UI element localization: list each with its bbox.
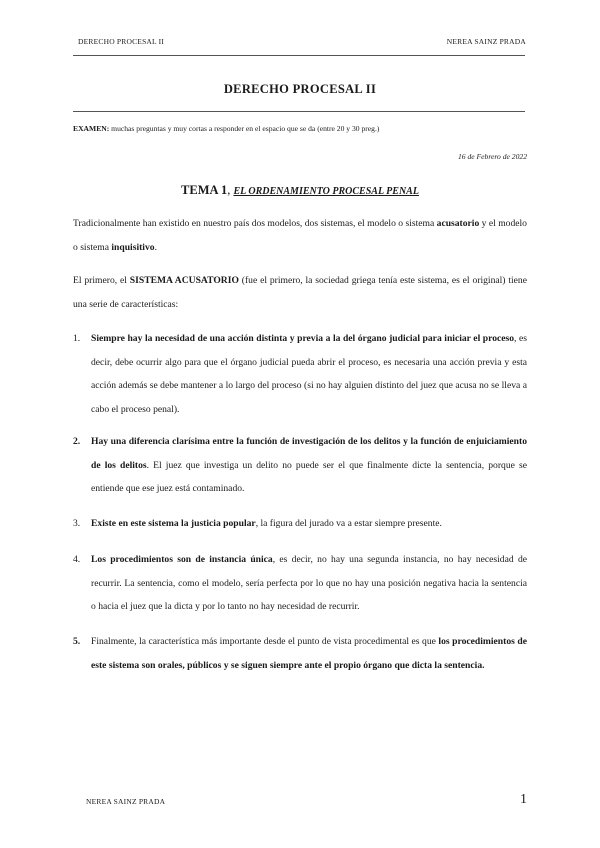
- exam-note: [73, 124, 533, 133]
- list-item-text: , es decir, debe ocurrir algo para que el órgano judicial pueda abrir el proceso, es necesaria una acción previa y esta acción además se debe mantener a lo largo del proceso (si no hay alguien distinto del juez que acusa no se lleva a cabo el proceso penal).: [91, 333, 527, 415]
- section-separator: ,: [227, 183, 234, 197]
- list-number: 4.: [73, 554, 81, 565]
- document-title: DERECHO PROCESAL II: [223, 82, 377, 96]
- list-item-bold: los procedimientos de este sistema son orales, públicos y se siguen siempre ante el propio órgano que dicta la sentencia.: [91, 636, 527, 671]
- list-item-text: . El juez que investiga un delito no puede ser el que finalmente dicte la sentencia, porque se entiende que ese juez está contaminado.: [91, 459, 527, 494]
- list-number: 1.: [73, 333, 81, 344]
- title-rule: [73, 111, 525, 112]
- section-heading: [0, 183, 600, 198]
- header-course: DERECHO PROCESAL II: [78, 37, 165, 46]
- first-bold: SISTEMA ACUSATORIO: [129, 275, 239, 286]
- list-item-4: [73, 548, 527, 619]
- list-number: 3.: [73, 518, 81, 529]
- page-number: 1: [520, 792, 527, 807]
- intro-text-3: .: [154, 242, 157, 253]
- intro-text-2: y el modelo o sistema: [73, 218, 527, 253]
- exam-text: muchas preguntas y muy cortas a responder en el espacio que se da (entre 20 y 30 preg.): [109, 124, 380, 133]
- list-item-text: Finalmente, la característica más importante desde el punto de vista procedimental es que: [91, 636, 439, 647]
- list-item-bold: Siempre hay la necesidad de una acción distinta y previa a la del órgano judicial para iniciar el proceso: [91, 333, 515, 344]
- list-item-5: [73, 630, 527, 677]
- header-rule: [73, 55, 525, 56]
- list-item-2: [73, 430, 527, 501]
- list-number: 5.: [73, 636, 81, 647]
- first-text-1: El primero, el: [73, 275, 130, 286]
- list-number: 2.: [73, 436, 81, 447]
- intro-bold-2: inquisitivo: [111, 242, 155, 253]
- first-system-paragraph: [73, 269, 527, 317]
- list-item-bold: Los procedimientos son de instancia única: [91, 554, 273, 565]
- footer-author: NEREA SAINZ PRADA: [86, 797, 166, 806]
- section-subtitle: EL ORDENAMIENTO PROCESAL PENAL: [233, 186, 419, 197]
- document-date: 16 de Febrero de 2022: [457, 152, 527, 161]
- list-item-bold: Hay una diferencia clarísima entre la función de investigación de los delitos y la función de enjuiciamiento de los delitos: [91, 436, 527, 471]
- list-item-bold: Existe en este sistema la justicia popular: [91, 518, 256, 529]
- header-author: NEREA SAINZ PRADA: [446, 37, 526, 46]
- exam-label: EXAMEN:: [73, 124, 110, 133]
- intro-paragraph: [73, 212, 527, 260]
- list-item-text: , es decir, no hay una segunda instancia, no hay necesidad de recurrir. La sentencia, como el modelo, sería perfecta por lo que no hay una posición negativa hacia la sentencia o hacia el juez que la dicta y por lo tanto no hay necesidad de recurrir.: [91, 554, 527, 612]
- intro-bold-1: acusatorio: [436, 218, 480, 229]
- list-item-1: [73, 327, 527, 421]
- first-text-2: (fue el primero, la sociedad griega tenía este sistema, es el original) tiene una serie de características:: [73, 275, 527, 310]
- list-item-text: , la figura del jurado va a estar siempre presente.: [255, 518, 442, 529]
- intro-text-1: Tradicionalmente han existido en nuestro país dos modelos, dos sistemas, el modelo o sistema: [73, 218, 437, 229]
- list-item-3: [73, 512, 527, 536]
- section-number: TEMA 1: [181, 183, 228, 197]
